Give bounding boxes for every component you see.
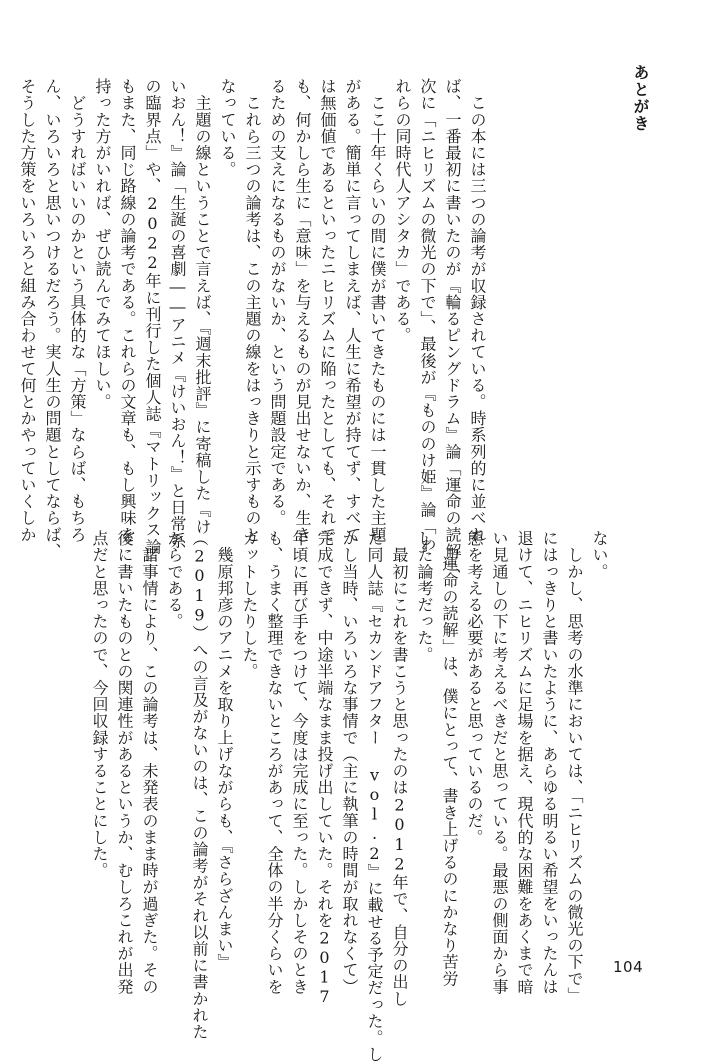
- lower-text-line: 最初にこれを書こうと思ったのは2012年で、自分の出し: [390, 530, 409, 1007]
- upper-text-line: の臨界点」や、2022年に刊行した個人誌『マトリックス論』: [143, 78, 162, 572]
- lower-text-line: 幾原邦彦のアニメを取り上げながらも、『さらざんまい』: [215, 530, 234, 971]
- upper-text-line: 主題の線ということで言えば、『週末批評』に寄稿した『け: [193, 78, 212, 535]
- upper-text-line: いおん！』論「生誕の喜劇――アニメ『けいおん！』と日常系: [168, 78, 187, 549]
- lower-text-block: [90, 530, 612, 1063]
- upper-text-line: どうすればいいのかという具体的な「方策」ならば、もちろ: [68, 78, 87, 543]
- lower-text-line: い見通しの下に考えるべきだと思っている。最悪の側面から事: [490, 530, 509, 995]
- upper-text-line: ここ十年くらいの間に僕が書いてきたものには一貫した主題: [368, 78, 387, 543]
- upper-text-line: この本には三つの論考が収録されている。時系列的に並べれ: [468, 78, 487, 543]
- lower-text-line: した論考だった。: [415, 530, 434, 663]
- lower-text-line: 諸事情により、この論考は、未発表のまま時が過ぎた。その: [140, 530, 159, 995]
- page-number: 104: [613, 958, 644, 976]
- upper-text-line: もまた、同じ路線の論考である。これらの文章も、もし興味を: [118, 78, 137, 543]
- upper-text-line: がある。簡単に言ってしまえば、人生に希望が持てず、すべて: [343, 78, 362, 543]
- lower-text-line: にはっきりと書いたように、あらゆる明るい希望をいったんは: [540, 530, 559, 995]
- lower-text-line: 年頃に再び手をつけて、今度は完成に至った。しかしそのとき: [290, 530, 309, 995]
- lower-text-line: 完成できず、中途半端なまま投げ出していた。それを2017: [315, 530, 334, 1007]
- upper-text-line: ん、いろいろと思いつけるだろう。実人生の問題としてならば、: [43, 78, 62, 560]
- upper-text-line: なっている。: [218, 78, 237, 178]
- lower-text-line: 「運命の読解」は、僕にとって、書き上げるのにかなり苦労: [440, 530, 459, 987]
- lower-text-line: 態を考える必要があると思っているのだ。: [465, 530, 484, 846]
- lower-text-line: 点だと思ったので、今回収録することにした。: [90, 530, 109, 879]
- lower-text-line: しかし、思考の水準においては、「ニヒリズムの微光の下で」: [565, 530, 584, 1004]
- lower-text-line: 後に書いたものとの関連性があるというか、むしろこれが出発: [115, 530, 134, 995]
- upper-text-line: これら三つの論考は、この主題の線をはっきりと示すものと: [243, 78, 262, 543]
- lower-text-line: からである。: [165, 530, 184, 630]
- upper-text-line: も、何かしら生に「意味」を与えるものが見出せないか、生き: [293, 78, 312, 543]
- upper-text-line: ば、一番最初に書いたのが『輪るピングドラム』論「運命の読解」、: [443, 78, 462, 585]
- lower-text-line: も、うまく整理できないところがあって、全体の半分くらいを: [265, 530, 284, 995]
- upper-text-line: れらの同時代人アシタカ」である。: [393, 78, 412, 344]
- upper-text-line: 次に「ニヒリズムの微光の下で」、最後が『もののけ姫』論「わ: [418, 78, 437, 552]
- lower-text-line: かし当時、いろいろな事情で（主に執筆の時間が取れなくて）: [340, 530, 359, 995]
- upper-text-line: は無価値であるといったニヒリズムに陥ったとしても、それで: [318, 78, 337, 543]
- lower-text-line: カットしたりした。: [240, 530, 259, 680]
- lower-text-line: ない。: [590, 530, 609, 580]
- lower-text-line: 退けて、ニヒリズムに足場を据え、現代的な困難をあくまで暗: [515, 530, 534, 995]
- afterword-heading: あとがき: [631, 64, 650, 132]
- lower-text-line: （2019）への言及がないのは、この論考がそれ以前に書かれた: [190, 530, 209, 1040]
- lower-text-line: た同人誌『セカンドアフター vol.2』に載せる予定だった。し: [365, 530, 384, 1063]
- upper-text-line: るための支えになるものがないか、という問題設定である。: [268, 78, 287, 527]
- upper-text-line: 持った方がいれば、ぜひ読んでみてほしい。: [93, 78, 112, 410]
- upper-text-line: そうした方策をいろいろと組み合わせて何とかやっていくしか: [18, 78, 37, 543]
